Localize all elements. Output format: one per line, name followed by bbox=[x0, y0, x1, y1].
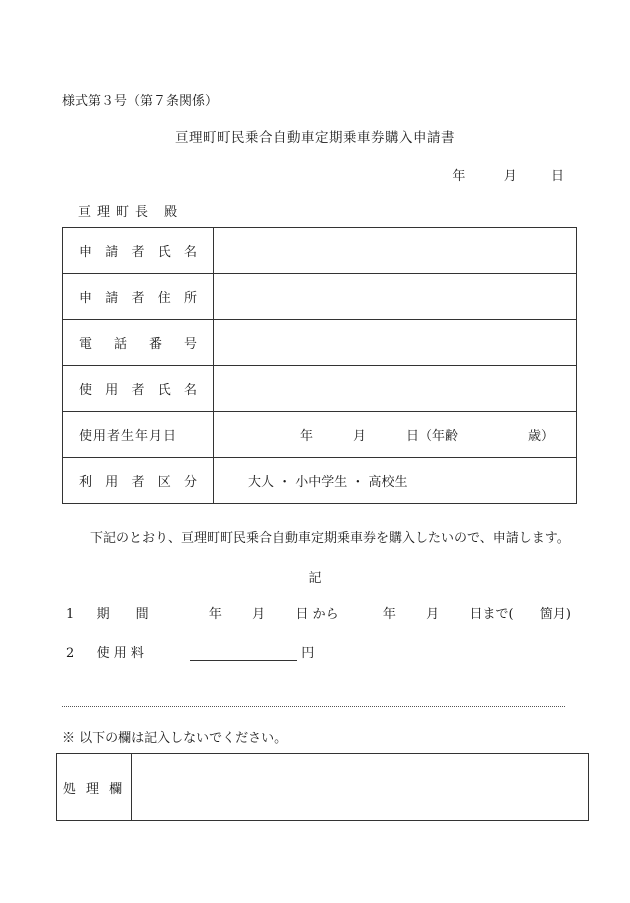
label-applicant-name: 申 請 者 氏 名 bbox=[63, 228, 214, 274]
birth-year-label: 年 bbox=[300, 429, 314, 444]
period-item bbox=[66, 603, 571, 622]
processing-label: 処 理 欄 bbox=[57, 754, 132, 821]
ki-heading: 記 bbox=[308, 571, 322, 586]
fee-number: 2 bbox=[66, 646, 75, 661]
processing-field bbox=[132, 754, 589, 821]
form-number: 様式第３号（第７条関係） bbox=[62, 94, 219, 109]
office-use-note: ※ 以下の欄は記入しないでください。 bbox=[62, 731, 288, 746]
period-end-month: 月 bbox=[426, 607, 440, 622]
period-months: 箇月) bbox=[539, 607, 571, 622]
application-date bbox=[452, 165, 564, 184]
label-applicant-address: 申 請 者 住 所 bbox=[63, 274, 214, 320]
table-row bbox=[63, 228, 577, 274]
birth-day-age-label: 日（年齢 bbox=[406, 429, 459, 444]
period-start-day: 日 から bbox=[295, 607, 339, 622]
applicant-address-field[interactable] bbox=[214, 274, 577, 320]
period-label: 期 間 bbox=[96, 607, 149, 622]
fee-unit: 円 bbox=[301, 646, 315, 661]
period-number: 1 bbox=[66, 607, 75, 622]
fee-amount-field[interactable] bbox=[190, 646, 297, 661]
period-start-month: 月 bbox=[252, 607, 266, 622]
fee-label: 使 用 料 bbox=[96, 646, 144, 661]
period-start-year: 年 bbox=[208, 607, 222, 622]
processing-table bbox=[56, 753, 589, 821]
birth-month-label: 月 bbox=[353, 429, 367, 444]
period-end-year: 年 bbox=[382, 607, 396, 622]
application-statement: 下記のとおり、亘理町町民乗合自動車定期乗車券を購入したいので、申請します。 bbox=[90, 531, 570, 546]
user-category-field[interactable] bbox=[214, 458, 577, 504]
label-user-name: 使 用 者 氏 名 bbox=[63, 366, 214, 412]
date-month: 月 bbox=[503, 169, 517, 184]
period-end-day: 日まで( bbox=[469, 607, 514, 622]
user-category-options: 大人 ・ 小中学生 ・ 高校生 bbox=[248, 475, 408, 490]
addressee: 亘理町長 殿 bbox=[78, 205, 184, 220]
table-row bbox=[63, 366, 577, 412]
label-phone-number: 電 話 番 号 bbox=[63, 320, 214, 366]
label-user-birthdate: 使用者生年月日 bbox=[63, 412, 214, 458]
document-title: 亘理町町民乗合自動車定期乗車券購入申請書 bbox=[175, 130, 455, 146]
user-name-field[interactable] bbox=[214, 366, 577, 412]
age-label: 歳） bbox=[528, 429, 555, 444]
application-table bbox=[62, 227, 577, 504]
date-day: 日 bbox=[550, 169, 564, 184]
table-row bbox=[63, 274, 577, 320]
user-birthdate-field[interactable] bbox=[214, 412, 577, 458]
applicant-name-field[interactable] bbox=[214, 228, 577, 274]
dotted-divider bbox=[62, 706, 565, 707]
fee-item bbox=[66, 642, 314, 661]
table-row bbox=[63, 320, 577, 366]
date-year: 年 bbox=[452, 169, 466, 184]
table-row bbox=[63, 412, 577, 458]
label-user-category: 利 用 者 区 分 bbox=[63, 458, 214, 504]
phone-number-field[interactable] bbox=[214, 320, 577, 366]
table-row bbox=[63, 458, 577, 504]
